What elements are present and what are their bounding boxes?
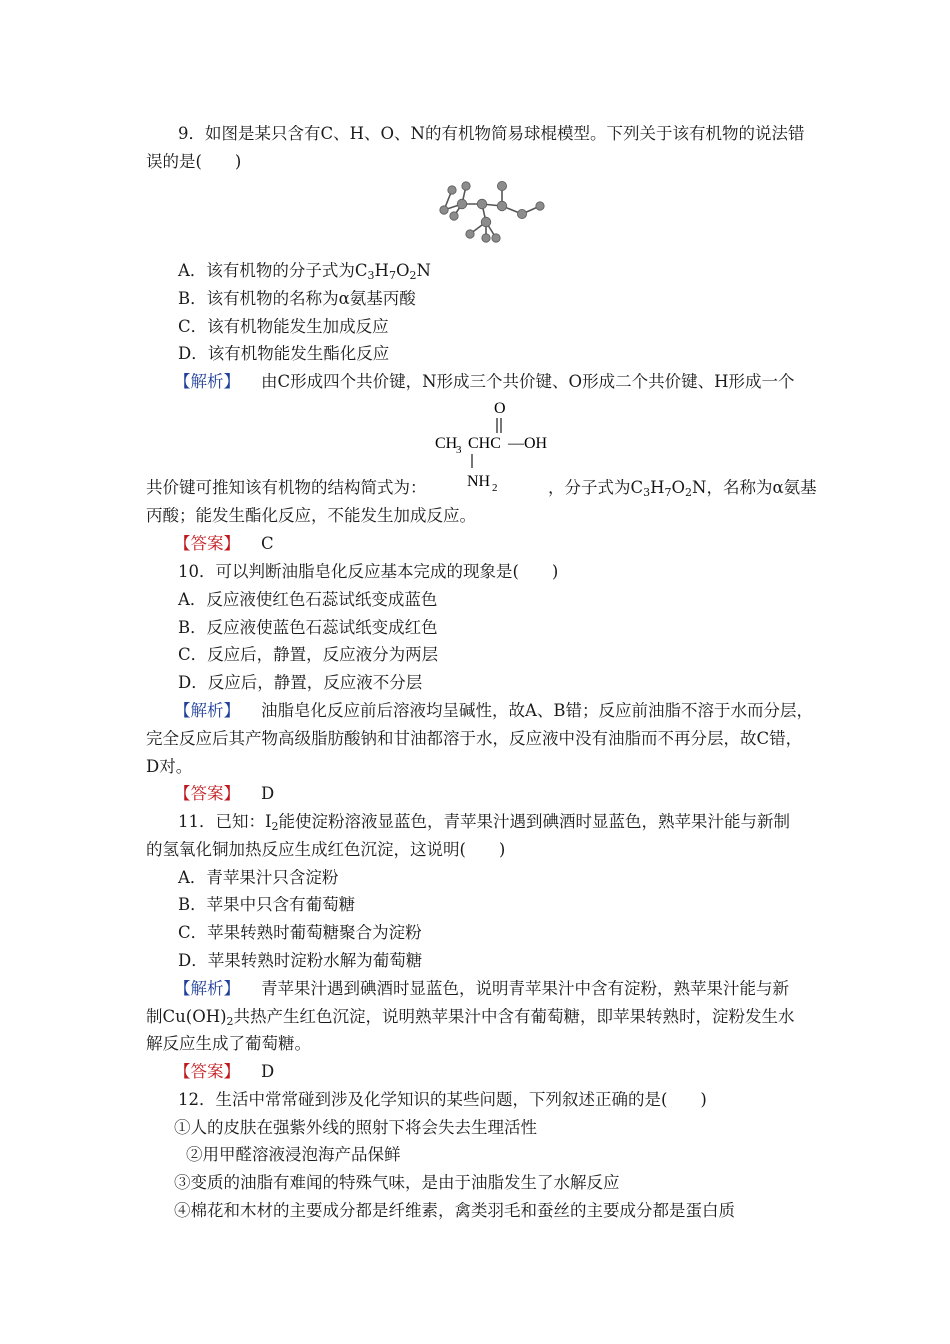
q12-item-3: ③变质的油脂有难闻的特殊气味，是由于油脂发生了水解反应 [174,1173,620,1192]
answer-tag: 【答案】 [174,534,240,553]
atom-c [477,199,487,209]
atom-h [448,186,456,194]
q9-analysis-line2: 共价键可推知该有机物的结构简式为： [146,478,427,497]
q11-option-b: B．苹果中只含有葡萄糖 [178,895,356,914]
q10-analysis-line2: 完全反应后其产物高级脂肪酸钠和甘油都溶于水，反应液中没有油脂而不再分层，故C错， [146,729,803,748]
q11-option-c: C．苹果转熟时葡萄糖聚合为淀粉 [178,923,422,942]
atom-n [481,217,491,227]
answer-tag: 【答案】 [174,1062,240,1081]
q11-answer: 【答案】 D [174,1062,275,1081]
ball-stick-model [430,176,550,256]
q10-stem: 10．可以判断油脂皂化反应基本完成的现象是( ) [178,562,559,581]
analysis-tag: 【解析】 [174,979,240,998]
formula-o: O [494,400,506,417]
q11-stem-line2: 的氢氧化铜加热反应生成红色沉淀，这说明( ) [146,840,506,859]
q9-option-d: D．该有机物能发生酯化反应 [178,344,390,363]
q11-analysis-line3: 解反应生成了葡萄糖。 [146,1034,311,1053]
atom-h [462,182,470,190]
q10-answer: 【答案】 D [174,784,275,803]
q9-analysis-line1: 【解析】 由C形成四个共价键，N形成三个共价键、O形成二个共价键、H形成一个 [174,372,795,391]
q10-option-b: B．反应液使蓝色石蕊试纸变成红色 [178,618,438,637]
q11-analysis-line1: 【解析】 青苹果汁遇到碘酒时显蓝色，说明青苹果汁中含有淀粉，熟苹果汁能与新 [174,979,789,998]
q11-option-d: D．苹果转熟时淀粉水解为葡萄糖 [178,951,423,970]
q12-item-2: ②用甲醛溶液浸泡海产品保鲜 [186,1145,401,1164]
atom-h [536,202,544,210]
q9-analysis-line2-formula: ，分子式为$C_3H_7O_2N$，名称为α氨基 [548,478,817,499]
q11-stem-line1: 11．已知：$I_2$能使淀粉溶液显蓝色，青苹果汁遇到碘酒时显蓝色，熟苹果汁能与新制 [178,812,791,833]
answer-tag: 【答案】 [174,784,240,803]
structural-formula [430,396,560,496]
formula-nh: NH [467,473,491,490]
analysis-tag: 【解析】 [174,372,240,391]
q12-item-1: ①人的皮肤在强紫外线的照射下将会失去生理活性 [174,1118,537,1137]
formula-chc: CHC [468,435,501,452]
atom-h [482,234,490,242]
q9-option-b: B．该有机物的名称为α氨基丙酸 [178,289,416,308]
formula-sub-3: 3 [456,444,462,456]
q9-stem-line2: 误的是( ) [146,152,242,171]
atom-o [517,209,526,218]
q10-analysis-line1: 【解析】 油脂皂化反应前后溶液均呈碱性，故A、B错；反应前油脂不溶于水而分层， [174,701,814,720]
q9-option-a: A．该有机物的分子式为$C_3H_7O_2N$ [178,261,431,282]
q10-option-d: D．反应后，静置，反应液不分层 [178,673,423,692]
formula-sub-2: 2 [492,482,498,494]
atom-h [440,206,448,214]
analysis-tag: 【解析】 [174,701,240,720]
q11-analysis-line2: 制$Cu(OH)_2$共热产生红色沉淀，说明熟苹果汁中含有葡萄糖，即苹果转熟时，淀粉发生水 [146,1007,795,1028]
q12-item-4: ④棉花和木材的主要成分都是纤维素，禽类羽毛和蚕丝的主要成分都是蛋白质 [174,1201,735,1220]
q12-stem: 12．生活中常常碰到涉及化学知识的某些问题，下列叙述正确的是( ) [178,1090,707,1109]
q10-option-c: C．反应后，静置，反应液分为两层 [178,645,439,664]
q9-answer: 【答案】 C [174,534,274,553]
q10-analysis-line3: D对。 [146,757,193,776]
q11-option-a: A．青苹果汁只含淀粉 [178,868,339,887]
atom-h [466,230,474,238]
formula-oh: —OH [508,435,548,452]
atom-c [497,201,507,211]
atom-h [492,234,500,242]
atom-o [497,181,506,190]
q10-option-a: A．反应液使红色石蕊试纸变成蓝色 [178,590,438,609]
atom-h [450,212,458,220]
q9-analysis-line3: 丙酸；能发生酯化反应，不能发生加成反应。 [146,506,476,525]
formula-ch3: CH [435,435,458,452]
q9-option-c: C．该有机物能发生加成反应 [178,317,389,336]
q9-stem-line1: 9．如图是某只含有C、H、O、N的有机物简易球棍模型。下列关于该有机物的说法错 [178,124,805,143]
atom-c [457,199,467,209]
